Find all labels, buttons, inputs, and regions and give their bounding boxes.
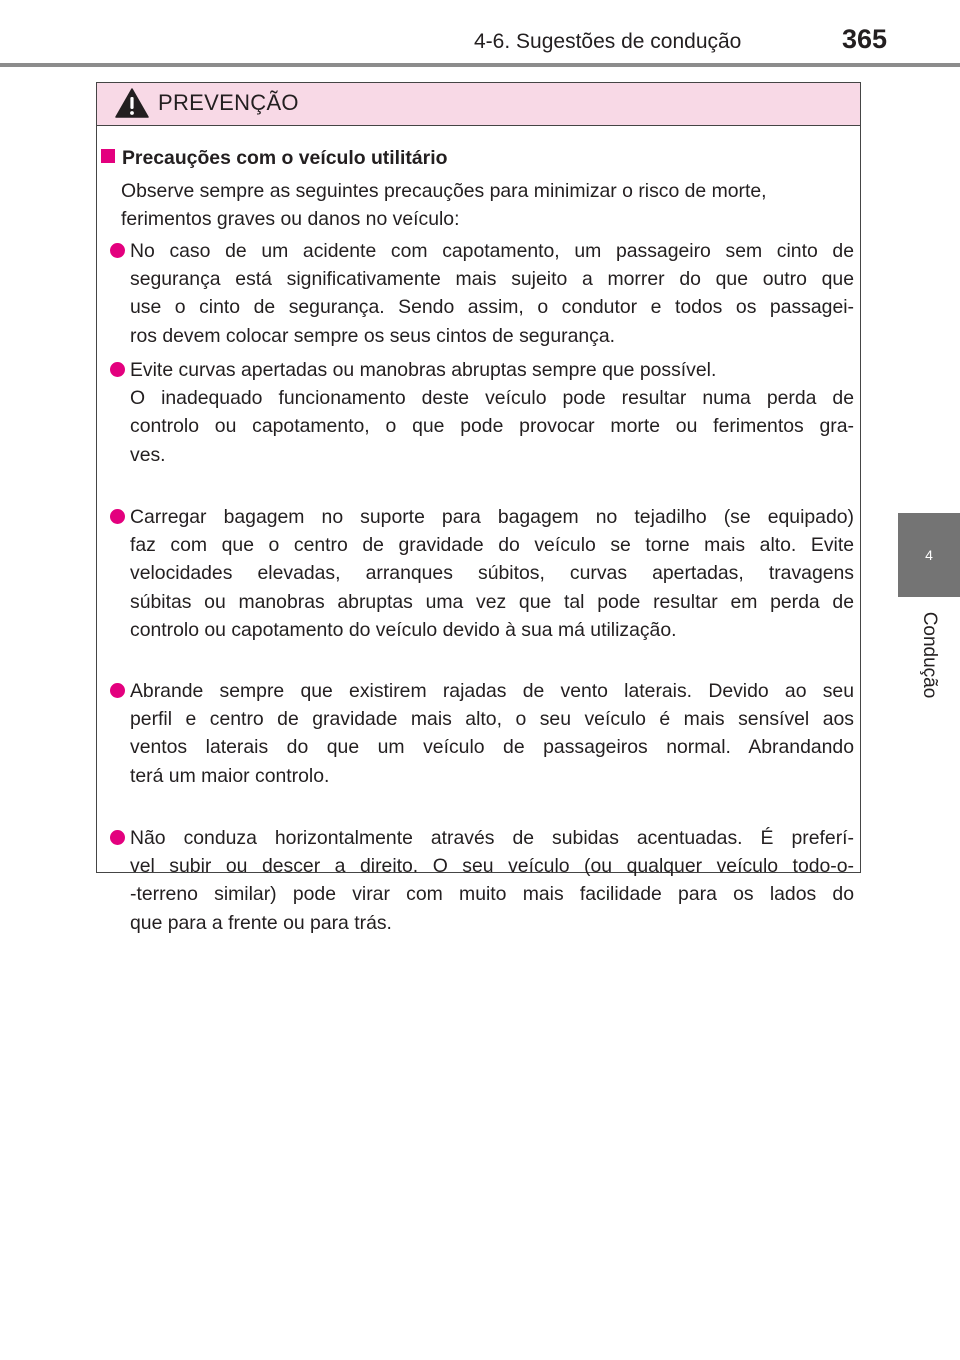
section-header: 4-6. Sugestões de condução bbox=[474, 30, 742, 53]
round-bullet-icon bbox=[110, 509, 125, 524]
intro-line: ferimentos graves ou danos no veículo: bbox=[121, 208, 460, 230]
bullet-line: velocidades elevadas, arranques súbitos, curvas apertadas, travagens bbox=[130, 562, 854, 585]
round-bullet-icon bbox=[110, 830, 125, 845]
chapter-tab bbox=[898, 513, 960, 597]
warning-triangle-icon bbox=[115, 88, 149, 118]
section-title bbox=[101, 144, 841, 172]
bullet-line: controlo ou capotamento, o que pode provocar morte ou ferimentos gra- bbox=[130, 415, 854, 438]
bullet-line: ventos laterais do que um veículo de passageiros normal. Abrandando bbox=[130, 736, 854, 759]
bullet-text bbox=[130, 677, 854, 790]
bullet-line: que para a frente ou para trás. bbox=[130, 911, 392, 934]
bullet-text bbox=[130, 503, 854, 644]
bullet-line: ros devem colocar sempre os seus cintos de segurança. bbox=[130, 324, 616, 347]
intro-paragraph bbox=[121, 177, 851, 233]
chapter-number: 4 bbox=[925, 547, 933, 563]
round-bullet-icon bbox=[110, 683, 125, 698]
page-number: 365 bbox=[842, 24, 888, 54]
bullet-text bbox=[130, 356, 854, 469]
bullet-line: faz com que o centro de gravidade do veículo se torne mais alto. Evite bbox=[130, 534, 854, 557]
bullet-line: perfil e centro de gravidade mais alto, o seu veículo é mais sensível aos bbox=[130, 708, 854, 731]
round-bullet-icon bbox=[110, 243, 125, 258]
bullet-text bbox=[130, 824, 854, 937]
warning-header bbox=[97, 83, 860, 126]
bullet-line: -terreno similar) pode virar com muito mais facilidade para os lados do bbox=[130, 883, 854, 906]
bullet-line: O inadequado funcionamento deste veículo pode resultar numa perda de bbox=[130, 387, 854, 410]
bullet-line: controlo ou capotamento do veículo devido à sua má utilização. bbox=[130, 618, 677, 641]
bullet-line: segurança está significativamente mais sujeito a morrer do que outro que bbox=[130, 268, 854, 291]
bullet-line: Evite curvas apertadas ou manobras abruptas sempre que possível. bbox=[130, 359, 717, 381]
bullet-line: use o cinto de segurança. Sendo assim, o condutor e todos os passagei- bbox=[130, 296, 854, 319]
warning-box bbox=[96, 82, 861, 934]
bullet-line: Abrande sempre que existirem rajadas de vento laterais. Devido ao seu bbox=[130, 680, 854, 702]
square-bullet-icon bbox=[101, 149, 115, 163]
intro-line: Observe sempre as seguintes precauções para minimizar o risco de morte, bbox=[121, 180, 767, 202]
header-divider bbox=[0, 63, 960, 67]
section-title-text: Precauções com o veículo utilitário bbox=[122, 147, 448, 169]
bullet-line: Carregar bagagem no suporte para bagagem no tejadilho (se equipado) bbox=[130, 506, 854, 528]
bullet-line: súbitas ou manobras abruptas uma vez que tal pode resultar em perda de bbox=[130, 590, 854, 613]
bullet-line: Não conduza horizontalmente através de subidas acentuadas. É preferí- bbox=[130, 827, 854, 849]
bullet-line: terá um maior controlo. bbox=[130, 764, 330, 787]
round-bullet-icon bbox=[110, 362, 125, 377]
bullet-line: vel subir ou descer a direito. O seu veículo (ou qualquer veículo todo-o- bbox=[130, 855, 854, 878]
warning-title: PREVENÇÃO bbox=[158, 90, 299, 115]
bullet-line: ves. bbox=[130, 443, 166, 466]
chapter-label: Condução bbox=[919, 611, 940, 699]
bullet-text bbox=[130, 237, 854, 350]
bullet-line: No caso de um acidente com capotamento, um passageiro sem cinto de bbox=[130, 240, 854, 262]
